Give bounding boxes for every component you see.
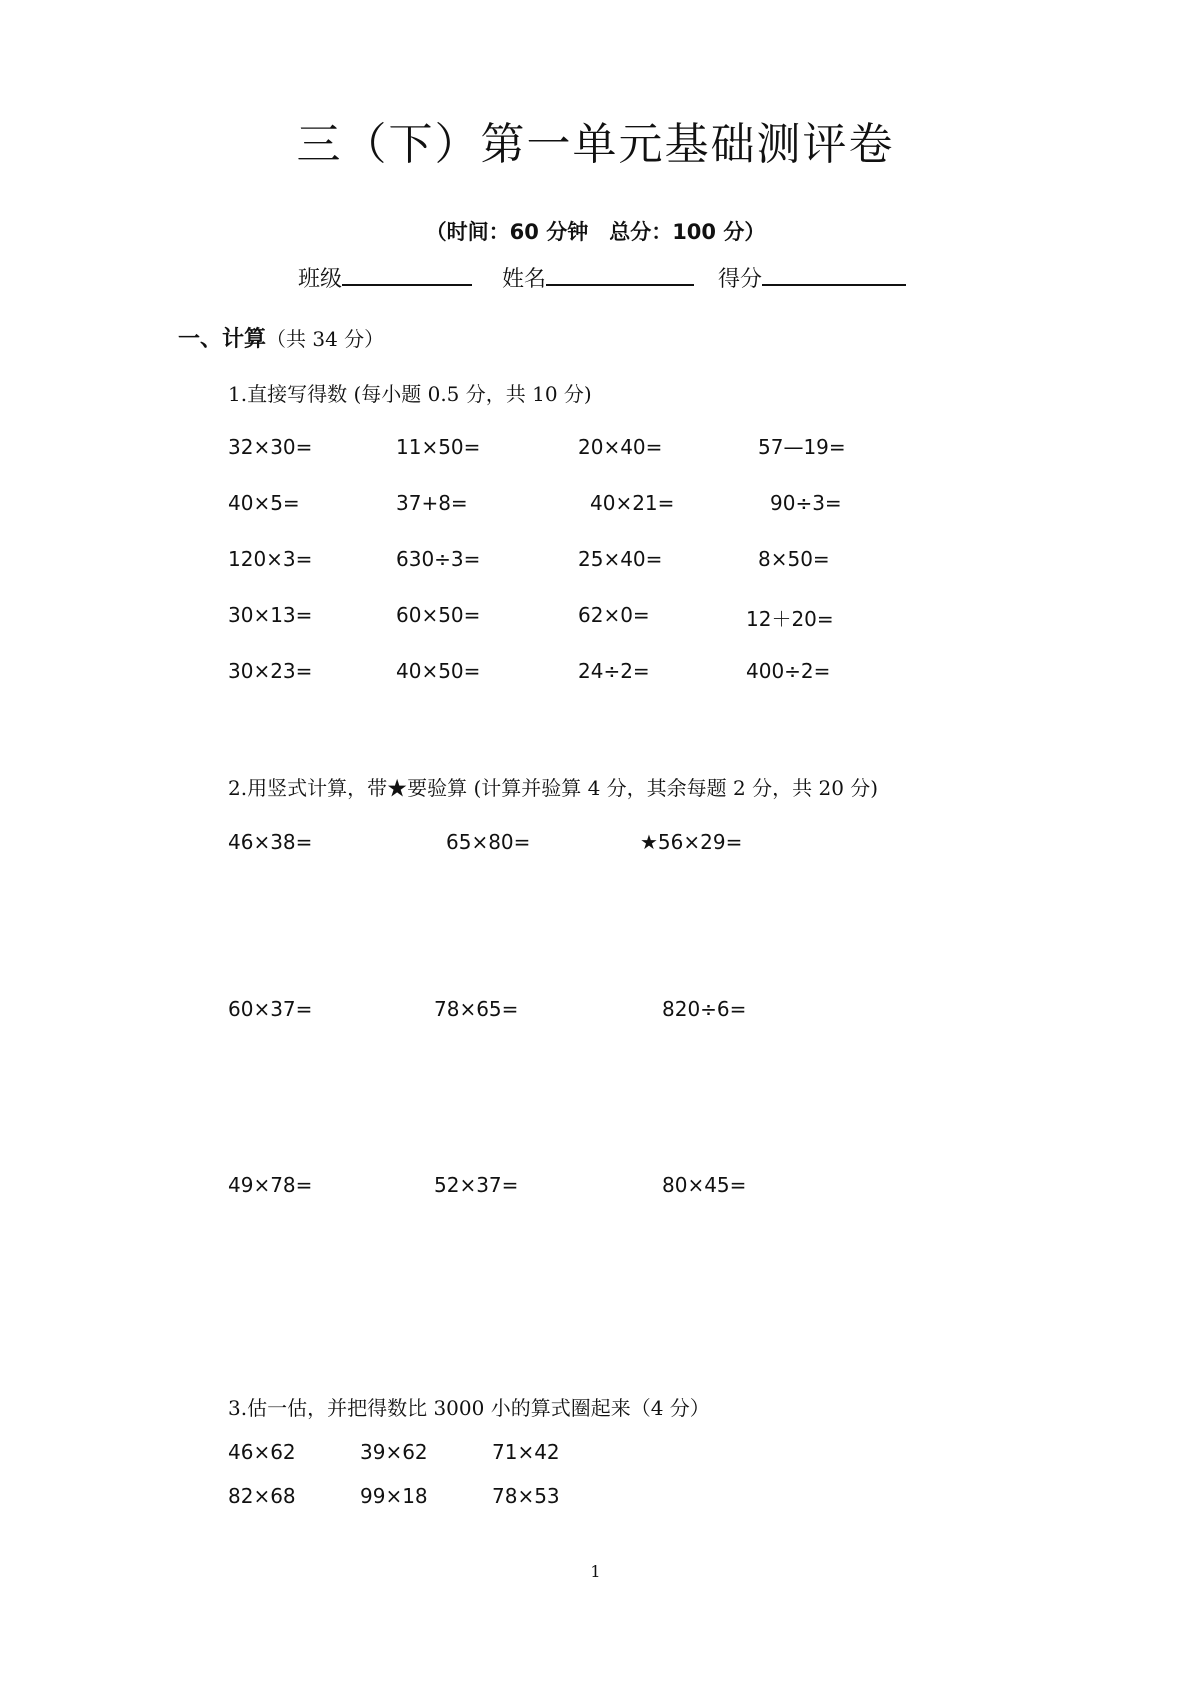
section-points: （共 34 分） <box>266 327 385 351</box>
section-heading-calculation <box>178 322 384 353</box>
q3-item[interactable]: 82×68 <box>228 1484 296 1508</box>
q1-item: 24÷2= <box>578 659 650 683</box>
page-title: 三（下）第一单元基础测评卷 <box>296 119 895 170</box>
class-label: 班级 <box>298 267 343 292</box>
q2-item: 80×45= <box>662 1173 747 1197</box>
q3-item[interactable]: 99×18 <box>360 1484 428 1508</box>
name-field[interactable] <box>502 262 694 293</box>
q2-item: 60×37= <box>228 997 313 1021</box>
q1-item: 90÷3= <box>770 491 842 515</box>
q1-item: 40×5= <box>228 491 300 515</box>
q1-item: 40×50= <box>396 659 481 683</box>
exam-time-and-score: （时间：60 分钟 总分：100 分） <box>425 220 766 244</box>
score-field[interactable] <box>718 262 906 293</box>
q2-item: 52×37= <box>434 1173 519 1197</box>
q1-item: 120×3= <box>228 547 313 571</box>
q2-item: 65×80= <box>446 830 531 854</box>
q1-item: 400÷2= <box>746 659 831 683</box>
q1-item: 32×30= <box>228 435 313 459</box>
name-label: 姓名 <box>502 267 547 292</box>
name-blank[interactable] <box>546 262 694 286</box>
q1-item: 11×50= <box>396 435 481 459</box>
page-number: 1 <box>590 1562 601 1581</box>
score-label: 得分 <box>718 267 763 292</box>
q1-item: 40×21= <box>590 491 675 515</box>
q1-item: 30×23= <box>228 659 313 683</box>
q1-item: 62×0= <box>578 603 650 627</box>
q2-heading: 2.用竖式计算，带★要验算 (计算并验算 4 分，其余每题 2 分，共 20 分) <box>228 776 879 800</box>
q1-item: 25×40= <box>578 547 663 571</box>
q3-item[interactable]: 78×53 <box>492 1484 560 1508</box>
q1-item: 20×40= <box>578 435 663 459</box>
q2-item-starred: ★56×29= <box>640 830 743 854</box>
q2-item: 46×38= <box>228 830 313 854</box>
q1-item: 12＋20= <box>746 607 834 631</box>
q1-heading: 1.直接写得数 (每小题 0.5 分，共 10 分) <box>228 382 592 406</box>
q1-item: 60×50= <box>396 603 481 627</box>
q2-item: 49×78= <box>228 1173 313 1197</box>
section-number: 一、计算 <box>178 327 267 352</box>
q3-item[interactable]: 71×42 <box>492 1440 560 1464</box>
q3-item[interactable]: 39×62 <box>360 1440 428 1464</box>
q1-item: 57—19= <box>758 435 846 459</box>
q2-item: 78×65= <box>434 997 519 1021</box>
q1-item: 630÷3= <box>396 547 481 571</box>
q3-item[interactable]: 46×62 <box>228 1440 296 1464</box>
q1-item: 8×50= <box>758 547 830 571</box>
q2-item: 820÷6= <box>662 997 747 1021</box>
class-blank[interactable] <box>342 262 472 286</box>
q1-item: 37+8= <box>396 491 468 515</box>
q3-heading: 3.估一估，并把得数比 3000 小的算式圈起来（4 分） <box>228 1396 710 1420</box>
class-field[interactable] <box>298 262 472 293</box>
q1-item: 30×13= <box>228 603 313 627</box>
score-blank[interactable] <box>762 262 906 286</box>
